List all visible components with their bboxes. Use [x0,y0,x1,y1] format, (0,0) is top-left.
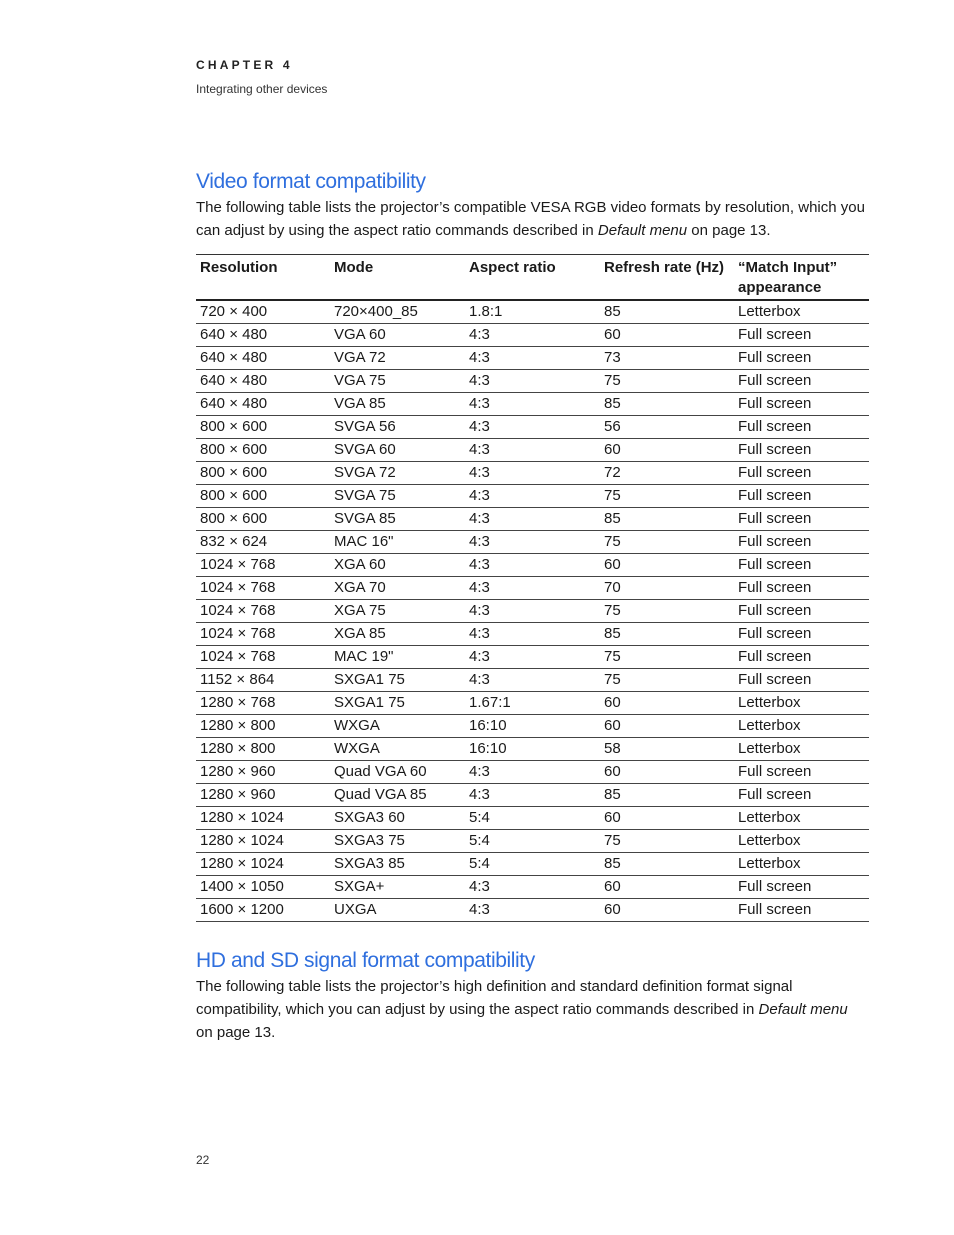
cell-resolution: 1024 × 768 [200,602,276,619]
cell-refresh-rate: 75 [604,533,621,550]
cell-appearance: Letterbox [738,694,801,711]
cell-mode: SVGA 56 [334,418,396,435]
table-row [196,508,869,531]
cell-appearance: Full screen [738,556,812,573]
cell-mode: XGA 75 [334,602,386,619]
cell-mode: SXGA1 75 [334,671,405,688]
cell-resolution: 1024 × 768 [200,556,276,573]
cell-mode: MAC 16" [334,533,394,550]
cell-resolution: 1280 × 800 [200,717,276,734]
cell-resolution: 1280 × 1024 [200,855,284,872]
cell-resolution: 1280 × 960 [200,786,276,803]
chapter-label: CHAPTER 4 [196,58,293,72]
table-row [196,899,869,922]
cell-mode: Quad VGA 60 [334,763,427,780]
intro-text: The following table lists the projector’s compatible VESA RGB video formats by resolution, which you can adjust by using the aspect ratio commands described in [196,199,865,240]
cell-mode: Quad VGA 85 [334,786,427,803]
cell-mode: SVGA 75 [334,487,396,504]
cell-appearance: Full screen [738,395,812,412]
intro-text-end: on page 13. [196,1024,276,1042]
cell-resolution: 1600 × 1200 [200,901,284,918]
table-row [196,784,869,807]
table-row [196,715,869,738]
cell-aspect-ratio: 16:10 [469,740,507,757]
table-row [196,324,869,347]
cell-mode: 720×400_85 [334,303,418,320]
cell-aspect-ratio: 4:3 [469,671,490,688]
cell-refresh-rate: 60 [604,326,621,343]
cell-aspect-ratio: 4:3 [469,533,490,550]
cell-resolution: 1280 × 768 [200,694,276,711]
cell-resolution: 1280 × 1024 [200,832,284,849]
cell-aspect-ratio: 4:3 [469,349,490,366]
table-row [196,623,869,646]
cell-resolution: 832 × 624 [200,533,268,550]
table-row [196,393,869,416]
cell-appearance: Letterbox [738,832,801,849]
cell-appearance: Full screen [738,648,812,665]
table-row [196,761,869,784]
table-row [196,531,869,554]
default-menu-reference: Default menu [597,222,688,240]
cell-resolution: 640 × 480 [200,349,268,366]
cell-refresh-rate: 85 [604,395,621,412]
cell-aspect-ratio: 4:3 [469,556,490,573]
cell-aspect-ratio: 4:3 [469,648,490,665]
cell-aspect-ratio: 5:4 [469,855,490,872]
intro-text-end: on page 13. [687,222,771,240]
cell-refresh-rate: 85 [604,510,621,527]
cell-appearance: Full screen [738,625,812,642]
table-row [196,577,869,600]
table-row [196,807,869,830]
cell-appearance: Full screen [738,487,812,504]
cell-appearance: Full screen [738,510,812,527]
cell-mode: SXGA3 75 [334,832,405,849]
cell-aspect-ratio: 5:4 [469,809,490,826]
cell-mode: UXGA [334,901,377,918]
table-header-row [196,255,869,301]
cell-aspect-ratio: 4:3 [469,487,490,504]
table-row [196,669,869,692]
table-row [196,462,869,485]
cell-aspect-ratio: 1.8:1 [469,303,503,320]
chapter-title: Integrating other devices [196,82,328,96]
video-format-table [196,254,869,922]
cell-appearance: Full screen [738,441,812,458]
cell-aspect-ratio: 4:3 [469,625,490,642]
cell-appearance: Full screen [738,878,812,895]
table-row [196,416,869,439]
cell-aspect-ratio: 4:3 [469,602,490,619]
cell-refresh-rate: 85 [604,786,621,803]
table-row [196,853,869,876]
cell-appearance: Letterbox [738,303,801,320]
default-menu-reference: Default menu [758,1001,848,1019]
cell-refresh-rate: 60 [604,878,621,895]
cell-aspect-ratio: 4:3 [469,579,490,596]
column-header-mode: Mode [334,259,374,276]
cell-aspect-ratio: 5:4 [469,832,490,849]
cell-appearance: Full screen [738,763,812,780]
cell-refresh-rate: 85 [604,855,621,872]
section-heading-hd-sd-format: HD and SD signal format compatibility [196,949,535,972]
cell-appearance: Full screen [738,372,812,389]
cell-resolution: 1400 × 1050 [200,878,284,895]
cell-mode: VGA 60 [334,326,386,343]
cell-refresh-rate: 70 [604,579,621,596]
cell-appearance: Full screen [738,901,812,918]
cell-aspect-ratio: 4:3 [469,326,490,343]
cell-mode: SXGA+ [334,878,385,895]
table-row [196,485,869,508]
cell-appearance: Full screen [738,349,812,366]
table-row [196,554,869,577]
cell-aspect-ratio: 1.67:1 [469,694,511,711]
cell-resolution: 800 × 600 [200,441,268,458]
cell-mode: MAC 19" [334,648,394,665]
table-row [196,439,869,462]
table-row [196,600,869,623]
cell-refresh-rate: 85 [604,303,621,320]
cell-aspect-ratio: 4:3 [469,464,490,481]
cell-mode: VGA 72 [334,349,386,366]
cell-appearance: Full screen [738,326,812,343]
intro-text: The following table lists the projector’s high definition and standard definition format signal compatibility, which you can adjust by using the aspect ratio commands described in [196,978,793,1019]
cell-aspect-ratio: 4:3 [469,418,490,435]
cell-mode: SXGA1 75 [334,694,405,711]
cell-refresh-rate: 56 [604,418,621,435]
cell-aspect-ratio: 4:3 [469,878,490,895]
cell-refresh-rate: 58 [604,740,621,757]
cell-resolution: 1280 × 1024 [200,809,284,826]
cell-resolution: 800 × 600 [200,464,268,481]
column-header-refresh-rate: Refresh rate (Hz) [604,259,725,276]
table-body [196,300,869,922]
table-row [196,830,869,853]
cell-mode: SXGA3 85 [334,855,405,872]
cell-resolution: 640 × 480 [200,395,268,412]
cell-mode: SXGA3 60 [334,809,405,826]
cell-appearance: Full screen [738,533,812,550]
cell-refresh-rate: 60 [604,441,621,458]
table-row [196,646,869,669]
cell-resolution: 1280 × 960 [200,763,276,780]
cell-refresh-rate: 72 [604,464,621,481]
table-row [196,692,869,715]
cell-mode: VGA 75 [334,372,386,389]
cell-refresh-rate: 75 [604,487,621,504]
cell-refresh-rate: 75 [604,832,621,849]
cell-resolution: 800 × 600 [200,487,268,504]
column-header-match-input: “Match Input” appearance [738,259,838,296]
table-row [196,300,869,324]
cell-mode: XGA 60 [334,556,386,573]
cell-appearance: Full screen [738,418,812,435]
cell-resolution: 1280 × 800 [200,740,276,757]
cell-aspect-ratio: 4:3 [469,763,490,780]
cell-mode: WXGA [334,740,380,757]
table-row [196,738,869,761]
section-heading-video-format: Video format compatibility [196,170,426,193]
cell-appearance: Full screen [738,671,812,688]
cell-appearance: Letterbox [738,855,801,872]
cell-appearance: Letterbox [738,717,801,734]
cell-resolution: 640 × 480 [200,326,268,343]
cell-refresh-rate: 60 [604,809,621,826]
cell-refresh-rate: 75 [604,648,621,665]
cell-resolution: 1152 × 864 [200,671,275,688]
cell-refresh-rate: 60 [604,763,621,780]
cell-aspect-ratio: 4:3 [469,901,490,918]
cell-mode: SVGA 85 [334,510,396,527]
cell-aspect-ratio: 4:3 [469,510,490,527]
page-number: 22 [196,1153,210,1167]
table-row [196,876,869,899]
cell-resolution: 1024 × 768 [200,625,276,642]
cell-mode: WXGA [334,717,380,734]
column-header-aspect-ratio: Aspect ratio [469,259,556,276]
cell-resolution: 800 × 600 [200,418,268,435]
cell-appearance: Letterbox [738,809,801,826]
cell-refresh-rate: 85 [604,625,621,642]
cell-aspect-ratio: 4:3 [469,441,490,458]
cell-refresh-rate: 60 [604,901,621,918]
table-row [196,347,869,370]
cell-appearance: Full screen [738,464,812,481]
cell-aspect-ratio: 16:10 [469,717,507,734]
column-header-resolution: Resolution [200,259,278,276]
cell-aspect-ratio: 4:3 [469,372,490,389]
cell-aspect-ratio: 4:3 [469,786,490,803]
cell-refresh-rate: 60 [604,694,621,711]
cell-mode: XGA 70 [334,579,386,596]
cell-resolution: 800 × 600 [200,510,268,527]
cell-resolution: 640 × 480 [200,372,268,389]
section-intro-hd-sd-format [196,975,868,1045]
cell-refresh-rate: 75 [604,372,621,389]
cell-mode: VGA 85 [334,395,386,412]
cell-resolution: 1024 × 768 [200,579,276,596]
cell-resolution: 1024 × 768 [200,648,276,665]
cell-mode: SVGA 60 [334,441,396,458]
cell-refresh-rate: 75 [604,602,621,619]
cell-aspect-ratio: 4:3 [469,395,490,412]
cell-refresh-rate: 75 [604,671,621,688]
cell-mode: XGA 85 [334,625,386,642]
cell-appearance: Full screen [738,602,812,619]
cell-refresh-rate: 60 [604,556,621,573]
cell-appearance: Letterbox [738,740,801,757]
cell-refresh-rate: 73 [604,349,621,366]
cell-appearance: Full screen [738,786,812,803]
cell-appearance: Full screen [738,579,812,596]
cell-mode: SVGA 72 [334,464,396,481]
table-row [196,370,869,393]
section-intro-video-format [196,196,868,242]
cell-refresh-rate: 60 [604,717,621,734]
cell-resolution: 720 × 400 [200,303,268,320]
